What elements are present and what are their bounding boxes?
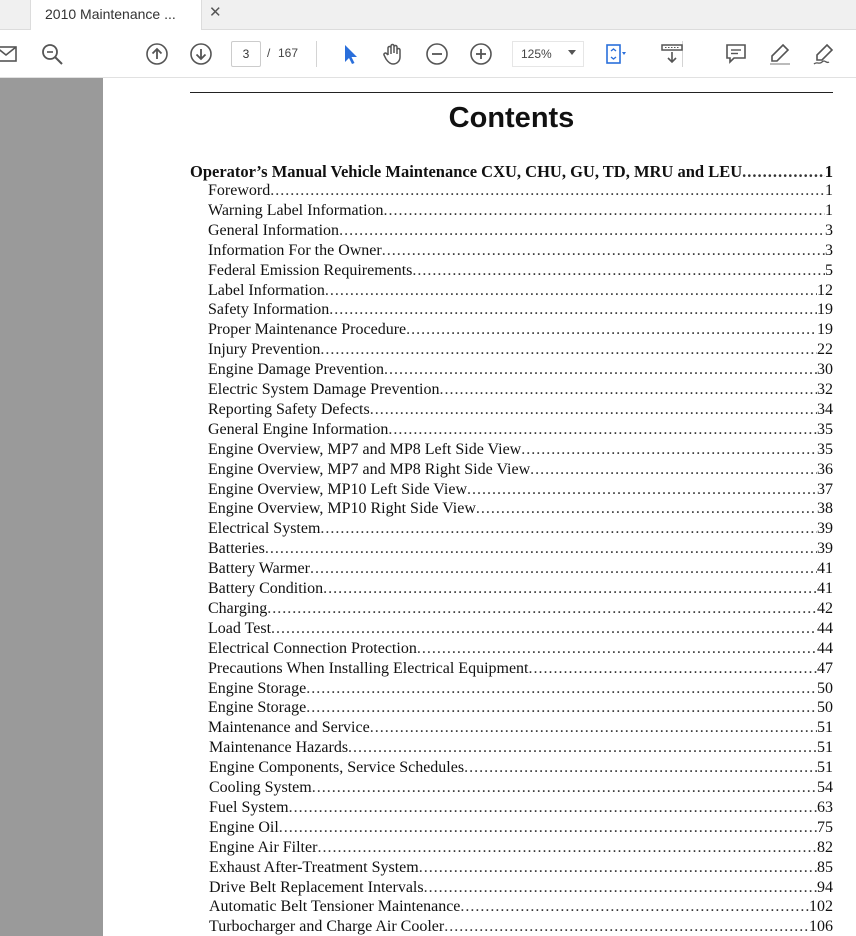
toc-entry-page: 30	[817, 361, 833, 379]
toc-entry[interactable]	[209, 779, 833, 799]
toc-entry[interactable]	[209, 759, 833, 779]
toc-entry[interactable]	[208, 699, 833, 719]
prev-page-icon[interactable]	[145, 42, 169, 66]
document-tab[interactable]	[30, 0, 222, 30]
toc-entry[interactable]	[208, 620, 833, 640]
toc-entry[interactable]	[208, 301, 833, 321]
toc-entry-text: Charging	[208, 599, 268, 617]
toc-entry-text: Engine Air Filter	[209, 838, 318, 856]
toc-header[interactable]	[190, 162, 833, 182]
toc-entry-page: 54	[817, 779, 833, 796]
toc-entry-page: 39	[817, 520, 833, 538]
page-total: 167	[278, 46, 299, 60]
toc-entry-text: Precautions When Installing Electrical Equipment	[208, 659, 529, 677]
toc-entry-page: 3	[825, 241, 833, 259]
toc-entry-text: Maintenance Hazards	[209, 739, 349, 757]
toc-entry[interactable]	[209, 898, 833, 918]
toc-leader	[444, 918, 809, 936]
toc-entry-page: 102	[809, 898, 833, 916]
toc-entry-page: 34	[817, 400, 833, 418]
toc-entry[interactable]	[208, 719, 833, 739]
toc-leader	[348, 739, 817, 757]
tab-bar	[0, 0, 856, 30]
toc-leader	[306, 680, 817, 698]
toc-entry-page: 32	[817, 381, 833, 398]
toc-entry[interactable]	[208, 680, 833, 700]
toc-leader	[467, 481, 817, 499]
toc-entry-text: Battery Condition	[208, 580, 324, 597]
toc-entry-text: General Information	[208, 221, 340, 239]
toc-entry-text: Electrical System	[208, 520, 321, 538]
toc-entry-text: Fuel System	[209, 798, 289, 816]
toc-entry-text: Exhaust After-Treatment System	[209, 858, 419, 876]
toc-entry[interactable]	[208, 222, 833, 242]
toc-leader	[312, 779, 817, 797]
toc-entry[interactable]	[208, 560, 833, 580]
zoom-out-icon[interactable]	[425, 42, 449, 66]
toc-entry-page: 22	[817, 341, 833, 359]
toc-entry-text: Batteries	[208, 540, 265, 558]
toc-entry-text: Federal Emission Requirements	[208, 261, 413, 279]
toc-leader	[310, 560, 817, 578]
tab-title[interactable]: 2010 Maintenance ...	[45, 6, 176, 22]
toc-entry[interactable]	[209, 839, 833, 859]
toc-leader	[370, 401, 817, 419]
toc-leader	[317, 839, 817, 857]
toc-leader	[529, 660, 818, 678]
toc-entry-text: Engine Overview, MP7 and MP8 Right Side View	[208, 460, 531, 478]
toc-leader	[265, 540, 817, 558]
toc-entry-page: 50	[817, 699, 833, 717]
toc-entry[interactable]	[208, 341, 833, 361]
zoom-search-icon[interactable]	[40, 42, 64, 66]
page-title: Contents	[448, 102, 575, 134]
toc-leader	[476, 500, 817, 518]
toc-entry-page: 51	[817, 759, 833, 777]
toc-entry-page: 35	[817, 420, 833, 438]
toc-entry-page: 3	[825, 221, 833, 239]
toc-header-page: 1	[824, 162, 833, 181]
toc-entry[interactable]	[208, 441, 833, 461]
toc-entry-text: Engine Components, Service Schedules	[209, 759, 465, 777]
page-number-input[interactable]: 3	[231, 41, 261, 67]
toc-leader	[382, 242, 825, 260]
toc-entry[interactable]	[208, 660, 833, 680]
toc-entry[interactable]	[208, 421, 833, 441]
toc-entry[interactable]	[208, 381, 833, 401]
toc-leader	[279, 819, 817, 837]
next-page-icon[interactable]	[189, 42, 213, 66]
toc-leader	[417, 640, 817, 658]
toc-entry-page: 51	[817, 739, 833, 757]
viewer-background	[0, 78, 103, 936]
toc-entry-page: 41	[817, 560, 833, 578]
toc-entry-text: Injury Prevention	[208, 341, 321, 359]
toc-leader	[412, 262, 825, 280]
toc-entry-text: Load Test	[208, 619, 272, 637]
toc-entry[interactable]	[209, 799, 833, 819]
toc-entry[interactable]	[208, 242, 833, 262]
highlight-pen-icon[interactable]	[768, 42, 792, 66]
toc-entry-text: Drive Belt Replacement Intervals	[209, 878, 424, 896]
toc-entry[interactable]	[208, 481, 833, 501]
toc-entry-page: 85	[817, 858, 833, 876]
toc-leader	[323, 580, 817, 598]
toc-entry-page: 51	[817, 719, 833, 737]
zoom-select[interactable]: 125%	[512, 41, 584, 67]
toc-entry-text: Engine Oil	[209, 818, 279, 836]
toc-entry[interactable]	[208, 401, 833, 421]
toc-entry-page: 38	[817, 500, 833, 518]
toc-entry-page: 19	[817, 301, 833, 319]
toc-entry-text: Engine Storage	[208, 699, 307, 717]
zoom-in-icon[interactable]	[469, 42, 493, 66]
toc-entry[interactable]	[208, 540, 833, 560]
toc-leader	[521, 441, 817, 459]
toc-header-text: Operator’s Manual Vehicle Maintenance CXU, CHU, GU, TD, MRU and LEU	[190, 162, 743, 181]
toc-entry-page: 39	[817, 540, 833, 558]
toc-leader	[271, 620, 817, 638]
toc-entry-page: 44	[817, 619, 833, 637]
select-pointer-icon[interactable]	[338, 42, 362, 66]
toc-entry-text: Automatic Belt Tensioner Maintenance	[209, 898, 461, 916]
comment-icon[interactable]	[724, 42, 748, 66]
toc-entry[interactable]	[208, 202, 833, 222]
toc-leader	[388, 421, 817, 439]
toc-leader	[460, 898, 809, 916]
toc-entry[interactable]	[208, 640, 833, 660]
toc-entry[interactable]	[208, 321, 833, 341]
header-rule	[190, 92, 833, 93]
scroll-mode-icon[interactable]	[660, 42, 684, 66]
toc-leader	[406, 321, 817, 339]
toc-entry-page: 94	[817, 878, 833, 896]
toc-entry-text: Label Information	[208, 281, 325, 299]
toc-entry-page: 75	[817, 818, 833, 836]
toc-entry-page: 19	[817, 321, 833, 339]
toc-entry-page: 47	[817, 659, 833, 677]
toc-leader	[439, 381, 817, 399]
toc-entry-text: Proper Maintenance Procedure	[208, 321, 407, 339]
mail-icon[interactable]	[0, 42, 18, 66]
toc-entry-text: Battery Warmer	[208, 560, 310, 578]
toc-entry-page: 106	[809, 918, 833, 936]
toc-entry-page: 37	[817, 480, 833, 498]
toc-leader	[384, 361, 817, 379]
fit-page-icon[interactable]	[603, 42, 627, 66]
chevron-down-icon[interactable]	[568, 50, 576, 55]
toc-leader	[384, 202, 825, 220]
toc-entry-page: 41	[817, 580, 833, 597]
toc-entry-page: 1	[825, 182, 833, 199]
toc-entry-page: 1	[825, 201, 833, 219]
toc-entry[interactable]	[208, 500, 833, 520]
toc-entry-text: Electric System Damage Prevention	[208, 381, 440, 398]
toc-entry-text: Engine Storage	[208, 679, 307, 697]
toc-entry-text: Information For the Owner	[208, 241, 382, 259]
toc-entry-page: 50	[817, 679, 833, 697]
toc-entry[interactable]	[208, 282, 833, 302]
toc-leader	[742, 162, 825, 182]
hand-tool-icon[interactable]	[381, 42, 405, 66]
toc-entry-text: Reporting Safety Defects	[208, 400, 370, 418]
toc-leader	[325, 282, 817, 300]
toc-entry-page: 63	[817, 798, 833, 816]
toc-leader	[530, 461, 817, 479]
toc-leader	[424, 879, 817, 897]
toc-entry[interactable]	[208, 262, 833, 282]
toc-entry[interactable]	[209, 819, 833, 839]
toc-entry-text: General Engine Information	[208, 420, 389, 438]
toc-entry[interactable]	[208, 361, 833, 381]
toc-entry-text: Warning Label Information	[208, 201, 384, 219]
toc-leader	[320, 520, 817, 538]
toc-entry-text: Engine Overview, MP10 Right Side View	[208, 500, 476, 518]
toc-entry[interactable]	[208, 182, 833, 202]
toc-entry-page: 12	[817, 281, 833, 299]
toc-leader	[306, 699, 817, 717]
toc-entry[interactable]	[208, 600, 833, 620]
toc-leader	[370, 719, 817, 737]
toc-entry-text: Safety Information	[208, 301, 330, 319]
toc-entry-text: Maintenance and Service	[208, 719, 370, 737]
toc-entry-page: 82	[817, 838, 833, 856]
toc-leader	[464, 759, 817, 777]
toc-entry[interactable]	[208, 520, 833, 540]
toc-entry[interactable]	[208, 461, 833, 481]
toc-leader	[267, 600, 817, 618]
toc-entry-text: Turbocharger and Charge Air Cooler	[209, 918, 445, 936]
toolbar-divider	[316, 41, 317, 67]
toc-entry-page: 44	[817, 639, 833, 657]
toc-leader	[339, 222, 825, 240]
toc-entry[interactable]	[208, 580, 833, 600]
close-tab-icon[interactable]: ✕	[209, 4, 222, 21]
toc-entry-text: Engine Overview, MP7 and MP8 Left Side View	[208, 440, 522, 458]
toc-entry-page: 42	[817, 599, 833, 617]
toc-entry[interactable]	[209, 918, 833, 936]
page-separator: /	[267, 46, 271, 60]
toc-entry[interactable]	[209, 879, 833, 899]
toc-entry[interactable]	[209, 739, 833, 759]
toc-entry-page: 36	[817, 460, 833, 478]
toc-entry[interactable]	[209, 859, 833, 879]
toc-leader	[289, 799, 817, 817]
toc-leader	[329, 301, 817, 319]
toc-entry-text: Engine Damage Prevention	[208, 361, 384, 379]
toc-entry-text: Cooling System	[209, 779, 312, 796]
toc-leader	[270, 182, 825, 200]
toc-leader	[320, 341, 817, 359]
toc-entry-text: Engine Overview, MP10 Left Side View	[208, 480, 467, 498]
sign-icon[interactable]	[812, 42, 836, 66]
toc-leader	[419, 859, 817, 877]
toc-entry-page: 35	[817, 440, 833, 458]
toc-entry-page: 5	[825, 261, 833, 279]
toolbar	[0, 30, 856, 78]
toc-entry-text: Foreword	[208, 182, 271, 199]
toc-entry-text: Electrical Connection Protection	[208, 639, 417, 657]
